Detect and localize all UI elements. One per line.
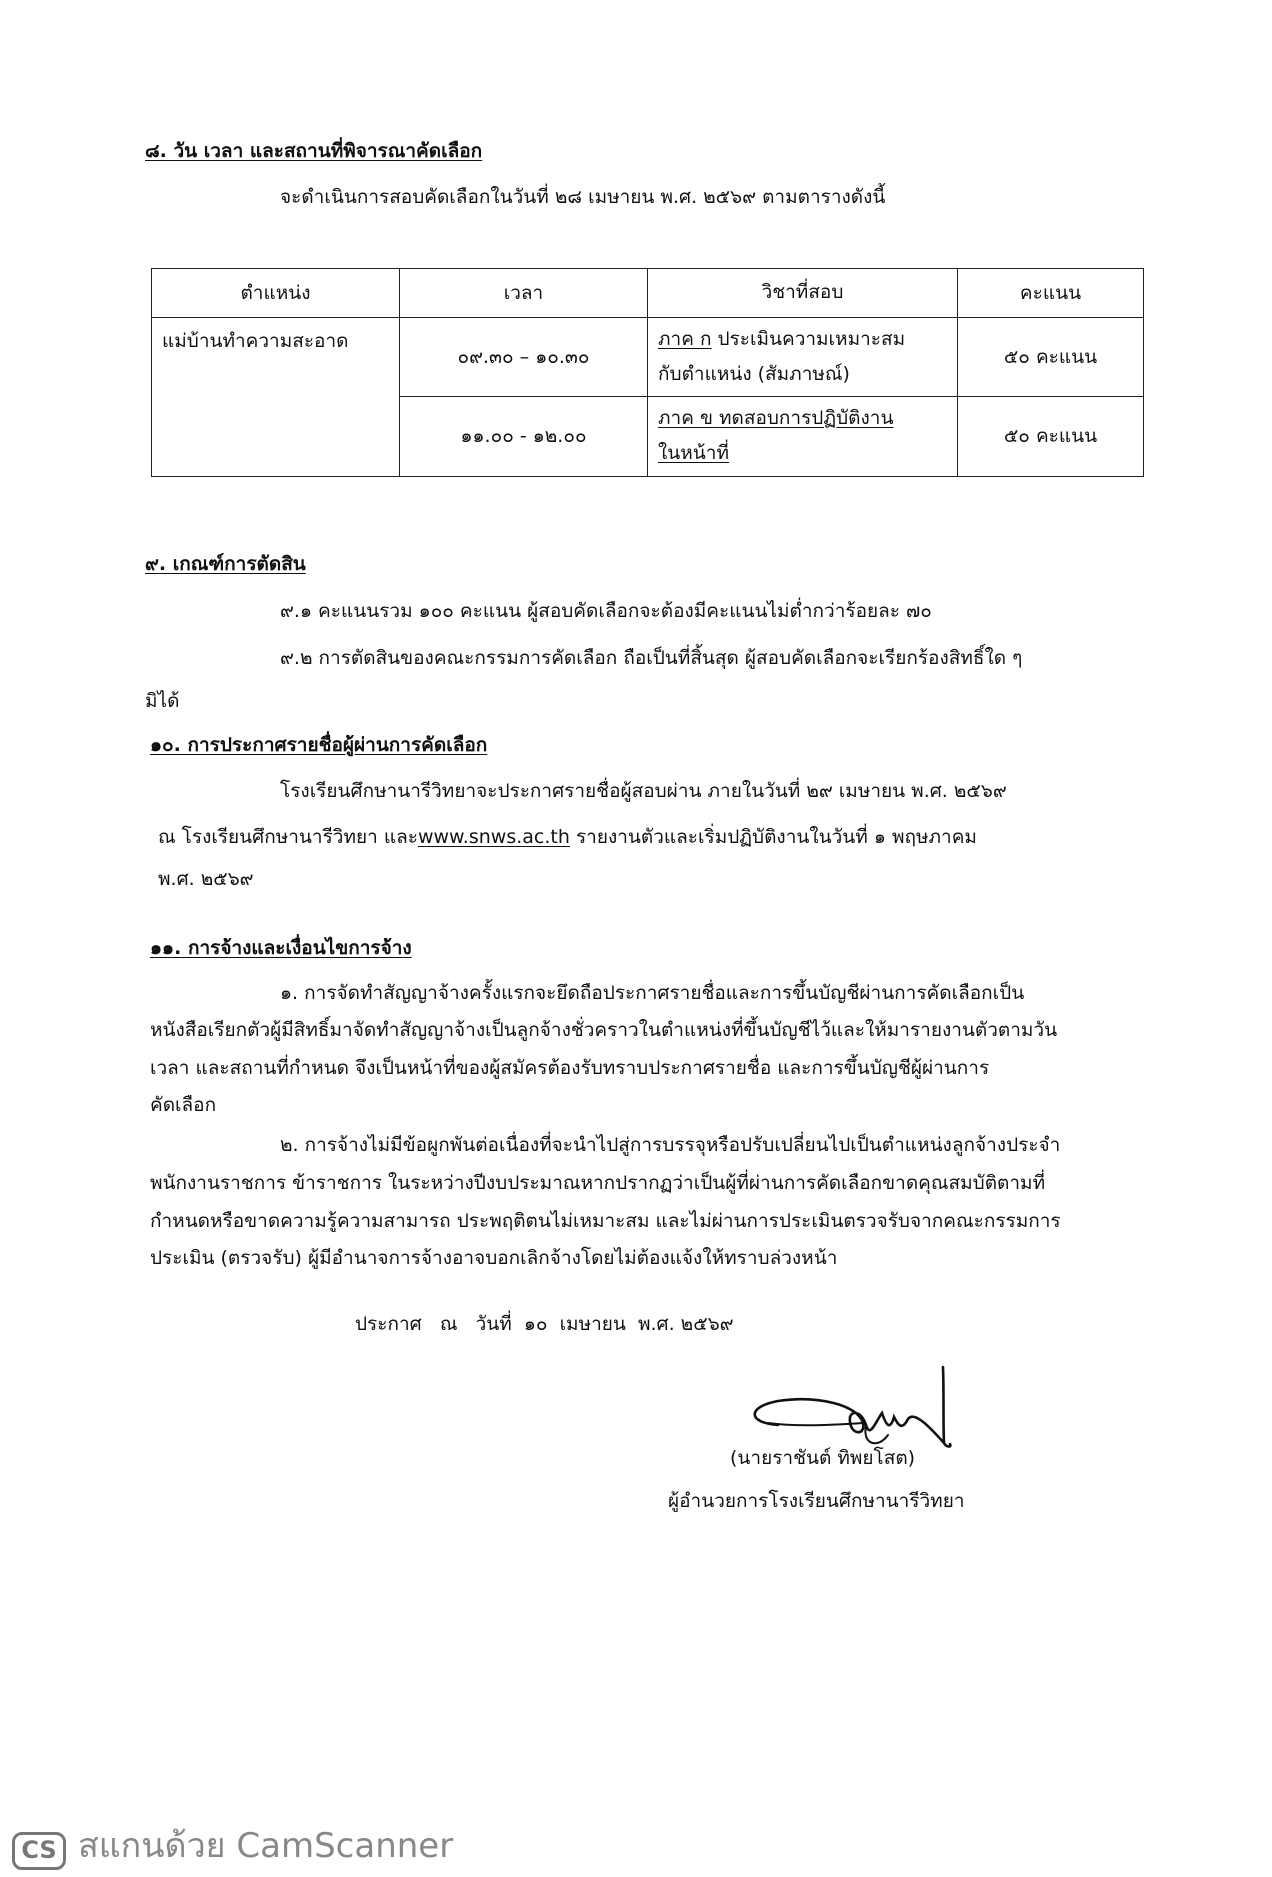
section9-item2-cont: มิได้	[145, 690, 180, 712]
section10-line2-pre: ณ โรงเรียนศึกษานารีวิทยา และ	[158, 826, 418, 848]
section11-p2-line: ประเมิน (ตรวจรับ) ผู้มีอำนาจการจ้างอาจบอกเลิกจ้างโดยไม่ต้องแจ้งให้ทราบล่วงหน้า	[150, 1247, 838, 1269]
header-position: ตำแหน่ง	[152, 269, 400, 318]
subject-part: ภาค ก	[658, 328, 712, 350]
subject-desc: ทดสอบการปฏิบัติงาน	[718, 407, 894, 430]
section11-p1-line: หนังสือเรียกตัวผู้มีสิทธิ์มาจัดทำสัญญาจ้างเป็นลูกจ้างชั่วคราวในตำแหน่งที่ขึ้นบัญชีไว้และให้มารายงานตัวตามวัน	[150, 1019, 1058, 1041]
section11-p2-line: กำหนดหรือขาดความรู้ความสามารถ ประพฤติตนไม่เหมาะสม และไม่ผ่านการประเมินตรวจรับจากคณะกรรมการ	[150, 1210, 1061, 1232]
header-time: เวลา	[400, 269, 648, 318]
exam-schedule-table	[151, 268, 1144, 477]
section10-line2	[158, 826, 977, 849]
section11-p2-line: พนักงานราชการ ข้าราชการ ในระหว่างปีงบประมาณหากปรากฏว่าเป็นผู้ที่ผ่านการคัดเลือกขาดคุณสมบัติตามที่	[150, 1172, 1046, 1194]
section9-item1: ๙.๑ คะแนนรวม ๑๐๐ คะแนน ผู้สอบคัดเลือกจะต้องมีคะแนนไม่ต่ำกว่าร้อยละ ๗๐	[280, 600, 932, 622]
signer-title: ผู้อำนวยการโรงเรียนศึกษานารีวิทยา	[668, 1490, 965, 1512]
section11-p1-line: เวลา และสถานที่กำหนด จึงเป็นหน้าที่ของผู้สมัครต้องรับทราบประกาศรายชื่อ และการขึ้นบัญชีผู้ผ่านการ	[150, 1057, 990, 1079]
section10-line3: พ.ศ. ๒๕๖๙	[158, 868, 254, 890]
time-cell: ๑๑.๐๐ - ๑๒.๐๐	[400, 397, 648, 476]
subject-desc: ประเมินความเหมาะสม	[717, 328, 906, 350]
section10-line1: โรงเรียนศึกษานารีวิทยาจะประกาศรายชื่อผู้สอบผ่าน ภายในวันที่ ๒๙ เมษายน พ.ศ. ๒๕๖๙	[280, 780, 1007, 802]
section9-heading: ๙. เกณฑ์การตัดสิน	[145, 553, 306, 575]
position-cell: แม่บ้านทำความสะอาด	[152, 318, 400, 477]
subject-line2: กับตำแหน่ง (สัมภาษณ์)	[658, 363, 850, 386]
section11-p1-line: ๑. การจัดทำสัญญาจ้างครั้งแรกจะยึดถือประกาศรายชื่อและการขึ้นบัญชีผ่านการคัดเลือกเป็น	[280, 982, 1025, 1004]
header-subject: วิชาที่สอบ	[648, 269, 958, 318]
signer-name: (นายราชันต์ ทิพยโสต)	[730, 1447, 916, 1469]
section11-heading: ๑๑. การจ้างและเงื่อนไขการจ้าง	[150, 937, 412, 959]
time-cell: ๐๙.๓๐ – ๑๐.๓๐	[400, 318, 648, 397]
section10-heading: ๑๐. การประกาศรายชื่อผู้ผ่านการคัดเลือก	[150, 734, 488, 756]
website-link[interactable]: www.snws.ac.th	[417, 826, 570, 848]
score-cell: ๕๐ คะแนน	[958, 318, 1144, 397]
section8-intro: จะดำเนินการสอบคัดเลือกในวันที่ ๒๘ เมษายน พ.ศ. ๒๕๖๙ ตามตารางดังนี้	[280, 186, 886, 208]
score-cell: ๕๐ คะแนน	[958, 397, 1144, 476]
subject-line2: ในหน้าที่	[658, 442, 729, 465]
section11-p2-line: ๒. การจ้างไม่มีข้อผูกพันต่อเนื่องที่จะนำไปสู่การบรรจุหรือปรับเปลี่ยนไปเป็นตำแหน่งลูกจ้างประจำ	[280, 1134, 1061, 1156]
camscanner-logo: CS	[12, 1832, 66, 1870]
section9-item2: ๙.๒ การตัดสินของคณะกรรมการคัดเลือก ถือเป็นที่สิ้นสุด ผู้สอบคัดเลือกจะเรียกร้องสิทธิ์ใด ๆ	[280, 647, 1023, 669]
header-score: คะแนน	[958, 269, 1144, 318]
section10-line2-post: รายงานตัวและเริ่มปฏิบัติงานในวันที่ ๑ พฤษภาคม	[569, 826, 977, 848]
section11-p1-line: คัดเลือก	[150, 1094, 217, 1116]
table-header-row	[152, 269, 1144, 318]
announcement-date: ประกาศ ณ วันที่ ๑๐ เมษายน พ.ศ. ๒๕๖๙	[355, 1313, 734, 1335]
table-row	[152, 318, 1144, 397]
subject-part: ภาค ข	[658, 407, 713, 430]
camscanner-watermark: สแกนด้วย CamScanner	[78, 1826, 454, 1866]
section8-heading: ๘. วัน เวลา และสถานที่พิจารณาคัดเลือก	[145, 140, 483, 162]
subject-cell	[648, 318, 958, 397]
subject-cell	[648, 397, 958, 476]
